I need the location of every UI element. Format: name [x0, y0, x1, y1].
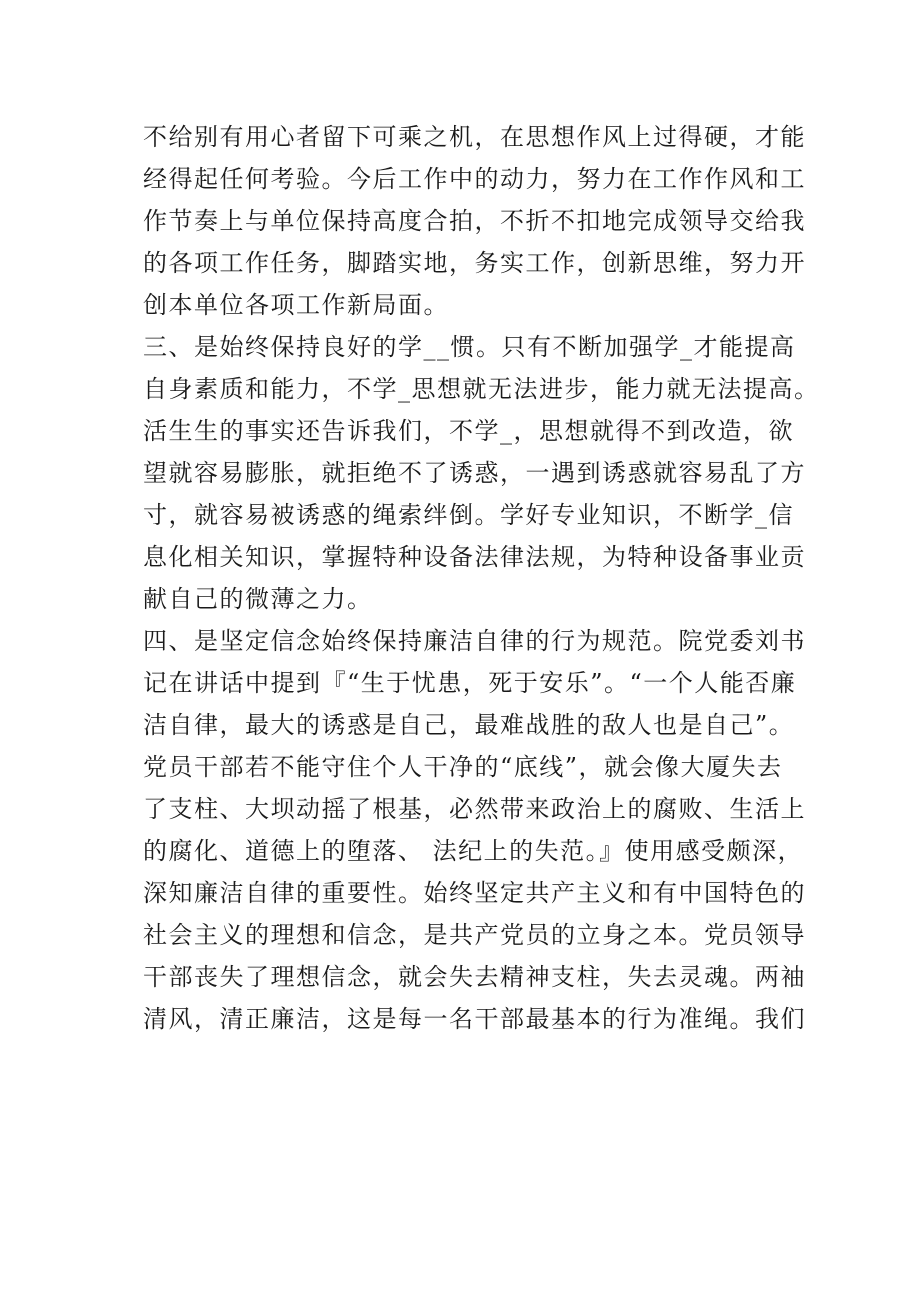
text-line: 三、是始终保持良好的学__惯。只有不断加强学_才能提高 — [143, 333, 796, 361]
text-line: 深知廉洁自律的重要性。始终坚定共产主义和有中国特色的 — [143, 879, 806, 907]
text-line: 了支柱、大坝动摇了根基，必然带来政治上的腐败、生活上 — [143, 795, 806, 823]
text-line: 经得起任何考验。今后工作中的动力，努力在工作作风和工 — [143, 165, 806, 193]
text-line: 献自己的微薄之力。 — [143, 585, 373, 613]
text-line: 的各项工作任务，脚踏实地，务实工作，创新思维，努力开 — [143, 249, 806, 277]
text-line: 息化相关知识，掌握特种设备法律法规，为特种设备事业贡 — [143, 543, 806, 571]
text-line: 洁自律，最大的诱惑是自己，最难战胜的敌人也是自己”。 — [143, 711, 795, 739]
text-line: 自身素质和能力，不学_思想就无法进步，能力就无法提高。 — [143, 375, 820, 403]
text-line: 四、是坚定信念始终保持廉洁自律的行为规范。院党委刘书 — [143, 627, 806, 655]
text-line: 党员干部若不能守住个人干净的“底线”，就会像大厦失去 — [143, 753, 783, 781]
text-line: 寸，就容易被诱惑的绳索绊倒。学好专业知识，不断学_信 — [143, 501, 794, 529]
text-line: 创本单位各项工作新局面。 — [143, 291, 449, 319]
text-line: 的腐化、道德上的堕落、 法纪上的失范。』使用感受颇深， — [143, 837, 804, 865]
text-line: 记在讲话中提到『“生于忧患，死于安乐”。“一个人能否廉 — [143, 669, 797, 697]
body-text — [143, 116, 820, 1040]
text-line: 望就容易膨胀，就拒绝不了诱惑，一遇到诱惑就容易乱了方 — [143, 459, 806, 487]
text-line: 活生生的事实还告诉我们，不学_，思想就得不到改造，欲 — [143, 417, 794, 445]
text-line: 社会主义的理想和信念，是共产党员的立身之本。党员领导 — [143, 921, 806, 949]
text-line: 作节奏上与单位保持高度合拍，不折不扣地完成领导交给我 — [143, 207, 806, 235]
text-line: 不给别有用心者留下可乘之机，在思想作风上过得硬，才能 — [143, 123, 806, 151]
text-line: 干部丧失了理想信念，就会失去精神支柱，失去灵魂。两袖 — [143, 963, 806, 991]
text-line: 清风，清正廉洁，这是每一名干部最基本的行为准绳。我们 — [143, 1005, 806, 1033]
